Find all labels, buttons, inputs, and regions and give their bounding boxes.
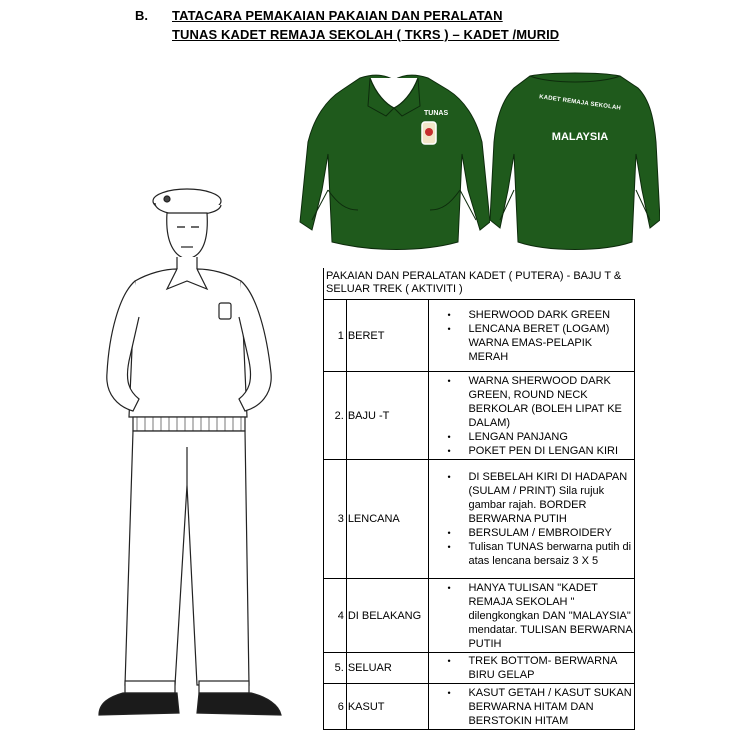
desc-bullet: • KASUT GETAH / KASUT SUKAN BERWARNA HITAM DAN BERSTOKIN HITAM — [468, 686, 634, 728]
desc-bullet: • TREK BOTTOM- BERWARNA BIRU GELAP — [468, 654, 634, 682]
desc-bullet: • WARNA SHERWOOD DARK GREEN, ROUND NECK BERKOLAR (BOLEH LIPAT KE DALAM) — [468, 374, 634, 430]
shirt-front-illustration — [298, 70, 490, 260]
row-description — [429, 653, 635, 684]
cadet-figure-illustration — [85, 185, 305, 740]
row-description — [429, 300, 635, 372]
row-number: 6 — [324, 684, 347, 730]
row-number: 1 — [324, 300, 347, 372]
page-heading — [0, 5, 756, 45]
desc-bullet: • LENCANA BERET (LOGAM) WARNA EMAS-PELAPIK MERAH — [468, 322, 634, 364]
desc-bullet: • BERSULAM / EMBROIDERY — [468, 526, 634, 540]
section-label: B. — [135, 8, 148, 23]
row-description — [429, 460, 635, 579]
row-item: SELUAR — [346, 653, 429, 684]
heading-line-1: TATACARA PEMAKAIAN PAKAIAN DAN PERALATAN — [172, 8, 503, 23]
row-item: LENCANA — [346, 460, 429, 579]
row-number: 2. — [324, 372, 347, 460]
row-item: BERET — [346, 300, 429, 372]
desc-bullet: • SHERWOOD DARK GREEN — [468, 308, 634, 322]
table-row — [324, 300, 635, 372]
table-row — [324, 460, 635, 579]
desc-bullet: • POKET PEN DI LENGAN KIRI — [468, 444, 634, 458]
table-row — [324, 653, 635, 684]
row-item: DI BELAKANG — [346, 579, 429, 653]
desc-bullet: • LENGAN PANJANG — [468, 430, 634, 444]
row-item: KASUT — [346, 684, 429, 730]
table-row — [324, 684, 635, 730]
row-item: BAJU -T — [346, 372, 429, 460]
desc-bullet: • Tulisan TUNAS berwarna putih di atas lencana bersaiz 3 X 5 — [468, 540, 634, 568]
row-number: 3 — [324, 460, 347, 579]
row-description — [429, 684, 635, 730]
back-print-line1: KADET REMAJA SEKOLAH — [538, 94, 622, 112]
table-caption: PAKAIAN DAN PERALATAN KADET ( PUTERA) - BAJU T & SELUAR TREK ( AKTIVITI ) — [324, 268, 635, 300]
desc-bullet: • DI SEBELAH KIRI DI HADAPAN (SULAM / PRINT) Sila rujuk gambar rajah. BORDER BERWARNA PUTIH — [468, 470, 634, 526]
row-number: 5. — [324, 653, 347, 684]
desc-bullet: • HANYA TULISAN "KADET REMAJA SEKOLAH " dilengkongkan DAN "MALAYSIA" mendatar. TULISAN BERWARNA PUTIH — [468, 581, 634, 651]
heading-line-2: TUNAS KADET REMAJA SEKOLAH ( TKRS ) – KADET /MURID — [172, 27, 560, 42]
shirt-badge-text: TUNAS — [424, 110, 449, 117]
back-print-line2: MALAYSIA — [551, 131, 609, 143]
row-description — [429, 372, 635, 460]
row-number: 4 — [324, 579, 347, 653]
row-description — [429, 579, 635, 653]
table-row — [324, 579, 635, 653]
table-row — [324, 372, 635, 460]
uniform-spec-table — [323, 268, 635, 730]
